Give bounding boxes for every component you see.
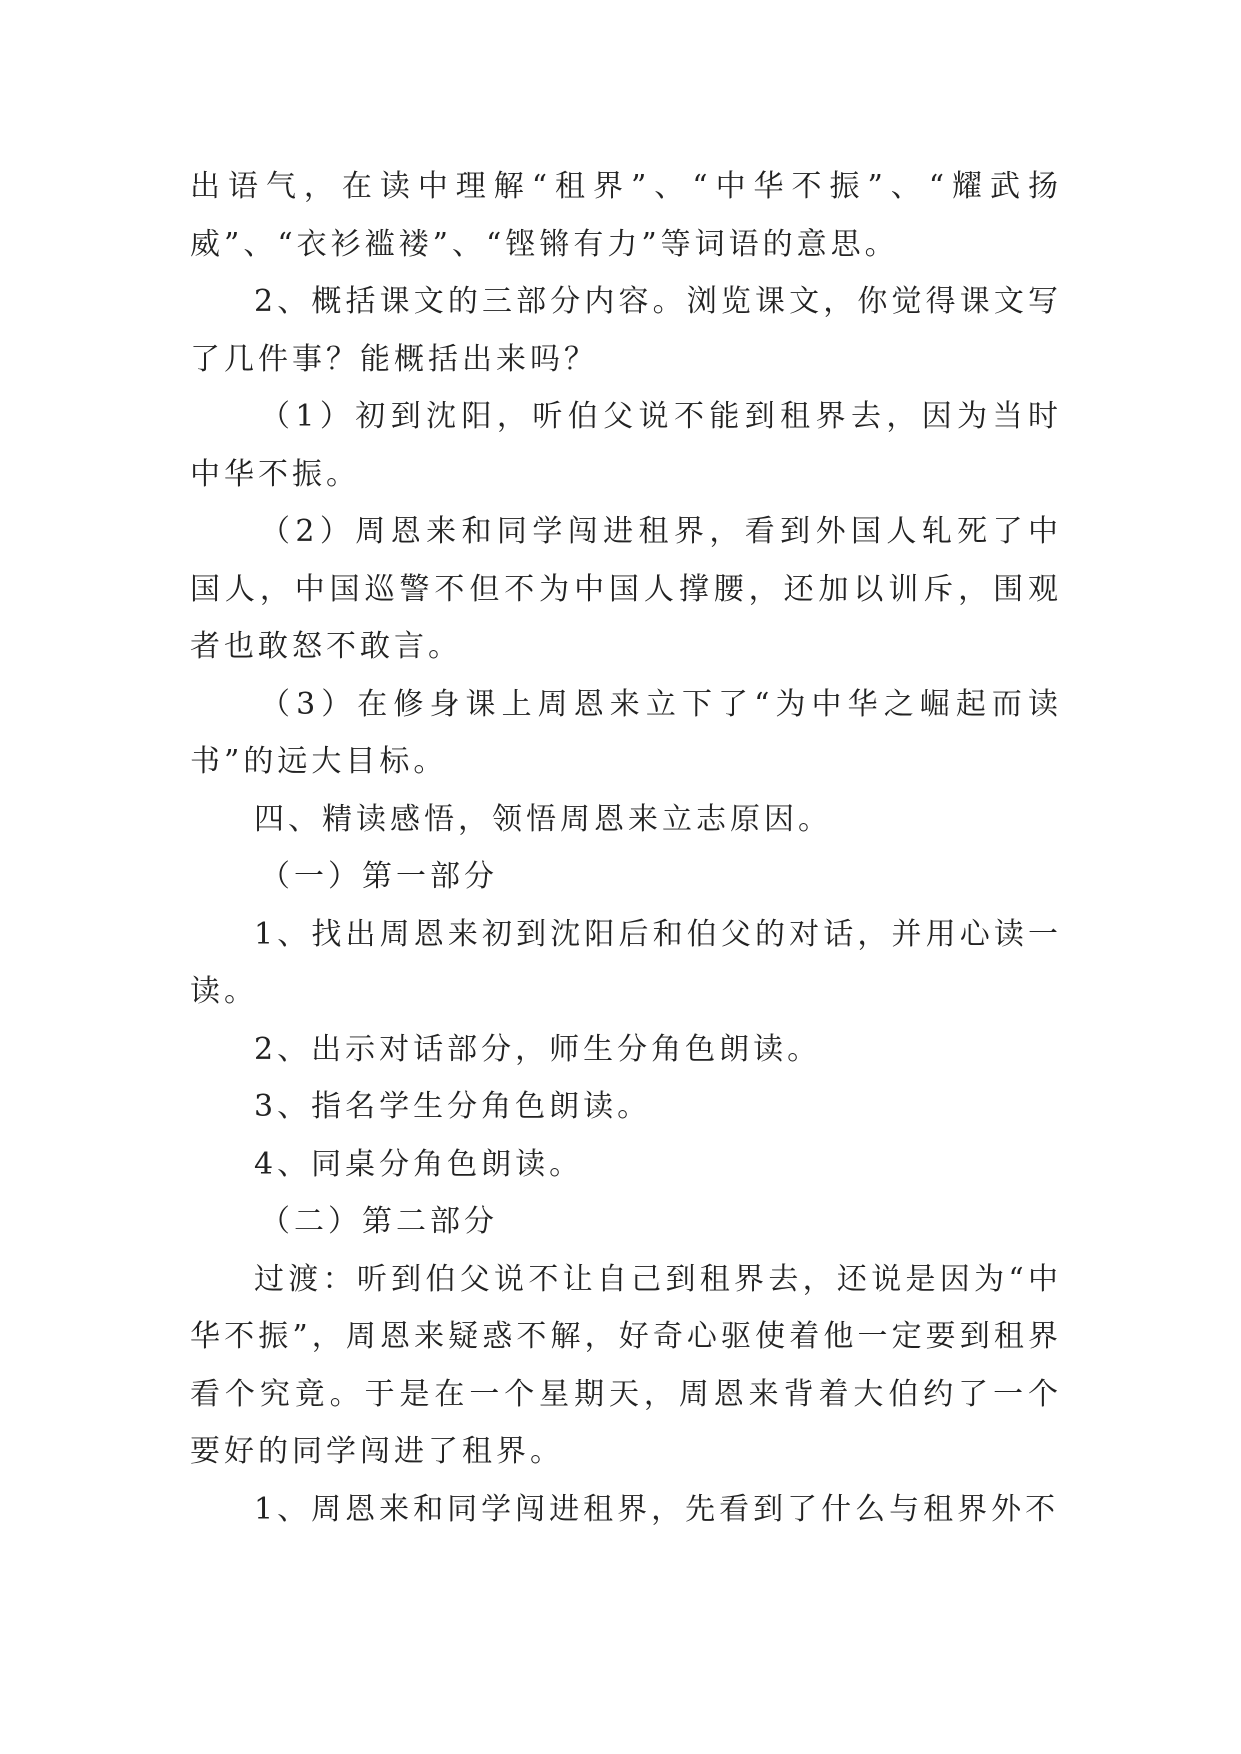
paragraph-step-1-part-2: 1、周恩来和同学闯进租界，先看到了什么与租界外不 (254, 1491, 1060, 1527)
paragraph-subitem-2: （2）周恩来和同学闯进租界，看到外国人轧死了中国人，中国巡警不但不为中国人撑腰，还加以训斥，围观者也敢怒不敢言。 (190, 514, 1062, 664)
paragraph-subitem-3: （3）在修身课上周恩来立下了“为中华之崛起而读书”的远大目标。 (190, 686, 1062, 779)
paragraph-subitem-1: （1）初到沈阳，听伯父说不能到租界去，因为当时中华不振。 (190, 399, 1062, 492)
paragraph-step-3: 3、指名学生分角色朗读。 (254, 1089, 652, 1124)
paragraph-step-2: 2、出示对话部分，师生分角色朗读。 (254, 1031, 822, 1067)
paragraph-item-2-summary: 2、概括课文的三部分内容。浏览课文，你觉得课文写了几件事？能概括出来吗？ (190, 284, 1062, 377)
document-body (190, 158, 1062, 1538)
subsection-heading-2: （二）第二部分 (260, 1204, 498, 1239)
section-heading-4: 四、精读感悟，领悟周恩来立志原因。 (254, 801, 832, 837)
paragraph-step-1: 1、找出周恩来初到沈阳后和伯父的对话，并用心读一读。 (190, 916, 1062, 1009)
subsection-heading-1: （一）第一部分 (260, 859, 498, 894)
paragraph-transition: 过渡：听到伯父说不让自己到租界去，还说是因为“中华不振”，周恩来疑惑不解，好奇心驱使着他一定要到租界看个究竟。于是在一个星期天，周恩来背着大伯约了一个要好的同学闯进了租界。 (190, 1261, 1062, 1469)
paragraph-continuation: 出语气，在读中理解“租界”、“中华不振”、“耀武扬威”、“衣衫褴褛”、“铿锵有力”等词语的意思。 (190, 169, 1062, 262)
paragraph-step-4: 4、同桌分角色朗读。 (254, 1146, 584, 1182)
